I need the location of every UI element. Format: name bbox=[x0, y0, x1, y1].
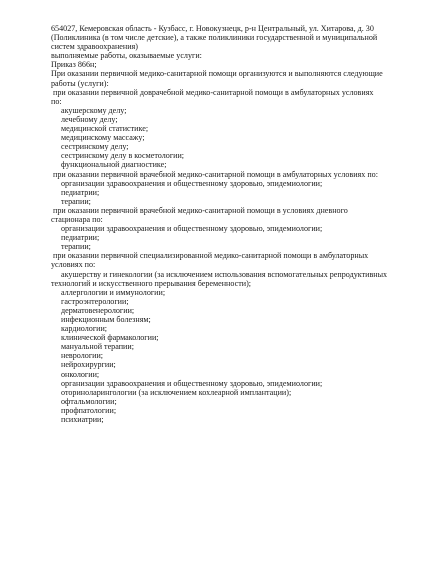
address-line: (Поликлиника (в том числе детские), а также поликлиники государственной и муниципальной bbox=[51, 33, 378, 43]
list-item: терапии; bbox=[61, 242, 91, 252]
list-item: медицинскому массажу; bbox=[61, 133, 145, 143]
list-item: акушерству и гинекологии (за исключением использования вспомогательных репродуктивных bbox=[61, 269, 388, 279]
list-item: сестринскому делу; bbox=[61, 142, 129, 152]
list-item: нейрохирургии; bbox=[61, 360, 116, 370]
section-heading: условиях по: bbox=[51, 260, 96, 270]
list-item: инфекционным болезням; bbox=[61, 315, 151, 324]
list-item-continuation: технологий и искусственного прерывания беременности); bbox=[51, 278, 252, 288]
works-heading: выполняемые работы, оказываемые услуги: bbox=[51, 51, 202, 61]
list-item: неврологии; bbox=[61, 351, 104, 361]
list-item: гастроэнтерологии; bbox=[61, 296, 129, 306]
list-item: организации здравоохранения и общественному здоровью, эпидемиологии; bbox=[61, 378, 323, 388]
list-item: аллергологии и иммунологии; bbox=[61, 287, 166, 297]
list-item: организации здравоохранения и общественному здоровью, эпидемиологии; bbox=[61, 178, 323, 188]
list-item: мануальной терапии; bbox=[61, 342, 134, 352]
list-item: онкологии; bbox=[61, 369, 100, 379]
list-item: дерматовенерологии; bbox=[61, 305, 135, 315]
list-item: функциональной диагностике; bbox=[61, 160, 167, 170]
list-item: клинической фармакологии; bbox=[61, 333, 159, 343]
section-heading: при оказании первичной специализированной медико-санитарной помощи в амбулаторных bbox=[53, 251, 369, 261]
list-item: педиатрии; bbox=[61, 187, 100, 197]
list-item: акушерскому делу; bbox=[61, 105, 127, 115]
list-item: терапии; bbox=[61, 196, 91, 206]
list-item: кардиологии; bbox=[61, 324, 108, 334]
list-item: сестринскому делу в косметологии; bbox=[61, 151, 185, 161]
list-item: психиатрии; bbox=[61, 415, 104, 425]
section-heading: при оказании первичной врачебной медико-санитарной помощи в условиях дневного bbox=[53, 205, 348, 215]
list-item: оториноларингологии (за исключением кохлеарной имплантации); bbox=[61, 387, 292, 397]
list-item: лечебному делу; bbox=[61, 114, 118, 124]
address-line: систем здравоохранения) bbox=[51, 42, 138, 52]
list-item: медицинской статистике; bbox=[61, 124, 149, 134]
list-item: профпатологии; bbox=[61, 405, 117, 415]
list-item: педиатрии; bbox=[61, 233, 100, 243]
intro-line: работы (услуги): bbox=[51, 78, 109, 88]
section-heading: при оказании первичной доврачебной медико-санитарной помощи в амбулаторных условиях bbox=[53, 87, 374, 97]
address-line: 654027, Кемеровская область - Кузбасс, г. Новокузнецк, р-н Центральный, ул. Хитарова, д. 30 bbox=[51, 24, 374, 33]
section-heading: при оказании первичной врачебной медико-санитарной помощи в амбулаторных условиях по: bbox=[53, 169, 378, 179]
section-heading: стационара по: bbox=[51, 214, 103, 224]
list-item: офтальмологии; bbox=[61, 396, 117, 406]
section-heading: по: bbox=[51, 96, 62, 106]
license-text-body bbox=[51, 24, 417, 424]
intro-line: При оказании первичной медико-санитарной помощи организуются и выполняются следующие bbox=[51, 69, 383, 79]
order-reference: Приказ 866н; bbox=[51, 60, 97, 70]
list-item: организации здравоохранения и общественному здоровью, эпидемиологии; bbox=[61, 224, 323, 234]
